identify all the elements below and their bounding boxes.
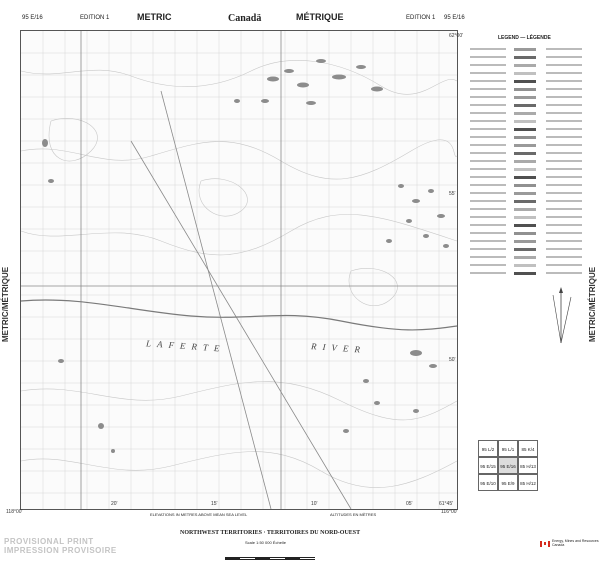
legend-row — [470, 256, 586, 260]
coord-bottom-10: 10' — [311, 501, 318, 507]
canada-flag-icon — [540, 541, 550, 547]
legend-row — [470, 264, 586, 268]
coord-bottom-lat: 61°45' — [439, 501, 454, 507]
sheet-number-right: 95 E/16 — [444, 15, 465, 21]
index-cell: 95 E/10 — [478, 474, 498, 491]
legend-row — [470, 224, 586, 228]
cutlines — [21, 31, 457, 509]
legend-row — [470, 248, 586, 252]
provisional-print-stamp — [4, 537, 117, 555]
side-label-right: METRIC/MÉTRIQUE — [588, 266, 598, 343]
coord-bottom-left: 118°00' — [6, 509, 23, 515]
index-cell: 85 H/13 — [518, 457, 538, 474]
provisional-en: PROVISIONAL PRINT — [4, 537, 94, 546]
legend-row — [470, 112, 586, 116]
legend-row — [470, 104, 586, 108]
legend-row — [470, 272, 586, 276]
coord-right-55: 55' — [449, 191, 456, 197]
legend-row — [470, 56, 586, 60]
index-cell-current: 95 E/16 — [498, 457, 518, 474]
index-cell: 95 E/9 — [498, 474, 518, 491]
edition-left: EDITION 1 — [80, 15, 110, 21]
legend-row — [470, 200, 586, 204]
coord-bottom-right: 116°00' — [441, 509, 458, 515]
index-cell: 95 L/2 — [478, 440, 498, 457]
title-metrique: MÉTRIQUE — [296, 12, 344, 22]
legend-row — [470, 208, 586, 212]
coord-bottom-20: 20' — [111, 501, 118, 507]
river-label-river: RIVER — [310, 341, 367, 355]
legend-row — [470, 128, 586, 132]
legend-row — [470, 88, 586, 92]
legend-row — [470, 168, 586, 172]
legend-row — [470, 144, 586, 148]
adjoining-sheets-index — [478, 440, 538, 492]
declination-diagram — [545, 285, 577, 345]
contour-lines — [21, 60, 457, 487]
legend-row — [470, 240, 586, 244]
river-label-laferte: LAFERTE — [145, 338, 226, 354]
legend-row — [470, 136, 586, 140]
legend-row — [470, 160, 586, 164]
legend-row — [470, 184, 586, 188]
index-cell: 85 K/4 — [518, 440, 538, 457]
edition-right: EDITION 1 — [406, 15, 436, 21]
index-cell: 85 H/12 — [518, 474, 538, 491]
side-label-left: METRIC/MÉTRIQUE — [1, 266, 11, 343]
legend-title: LEGEND — LÉGENDE — [498, 35, 551, 41]
scale-label: Scale 1:50 000 Échelle — [245, 540, 286, 545]
index-cell: 95 L/1 — [498, 440, 518, 457]
legend-row — [470, 216, 586, 220]
legend-row — [470, 72, 586, 76]
index-cell: 95 E/15 — [478, 457, 498, 474]
legend-row — [470, 64, 586, 68]
territory-title: NORTHWEST TERRITORIES · TERRITOIRES DU NORD-OUEST — [180, 530, 361, 536]
elevation-note-en: ELEVATIONS IN METRES ABOVE MEAN SEA LEVEL — [150, 512, 248, 517]
map-canvas — [21, 31, 457, 509]
laferte-river — [21, 300, 457, 330]
elevation-note-fr: ALTITUDES EN MÈTRES — [330, 512, 377, 517]
legend-row — [470, 176, 586, 180]
legend-row — [470, 48, 586, 52]
coord-right-50: 50' — [449, 357, 456, 363]
utm-grid — [21, 31, 457, 509]
coord-bottom-15: 15' — [211, 501, 218, 507]
legend-row — [470, 152, 586, 156]
sheet-number-left: 95 E/16 — [22, 15, 43, 21]
legend-row — [470, 96, 586, 100]
coord-bottom-05: 05' — [406, 501, 413, 507]
legend-row — [470, 232, 586, 236]
lakes — [42, 59, 449, 453]
legend-row — [470, 120, 586, 124]
legend-row — [470, 192, 586, 196]
title-metric: METRIC — [137, 12, 172, 22]
provisional-fr: IMPRESSION PROVISOIRE — [4, 546, 117, 555]
scale-bar — [225, 547, 315, 550]
topographic-map[interactable] — [20, 30, 464, 510]
canada-wordmark: Canadä — [228, 13, 262, 24]
legend-row — [470, 80, 586, 84]
department-credit: Energy, Mines and Resources Canada — [552, 539, 599, 547]
coord-top-right: 62°00' — [449, 33, 464, 39]
